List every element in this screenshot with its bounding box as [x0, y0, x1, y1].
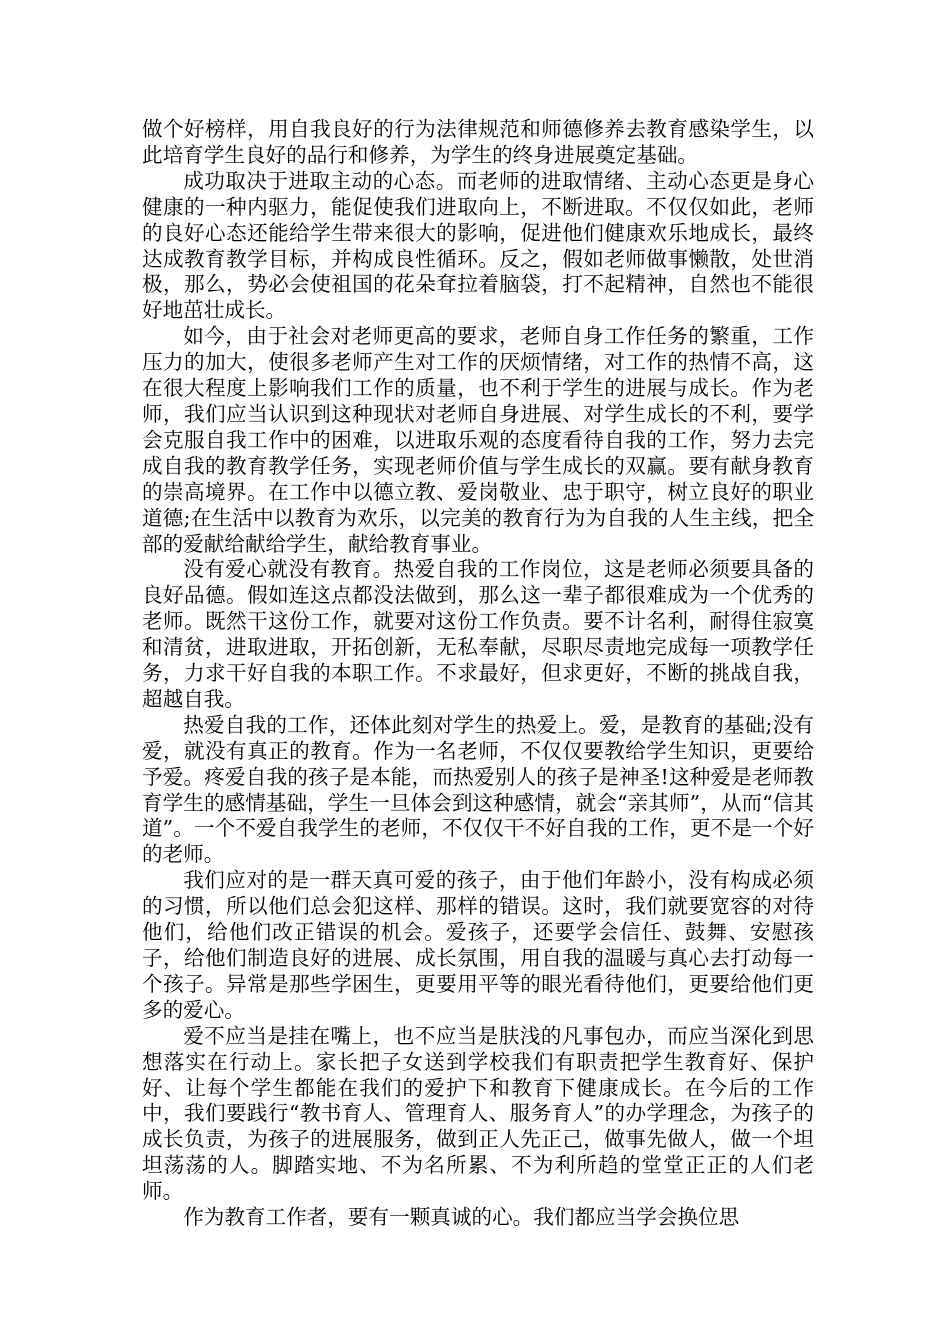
paragraph-4: 没有爱心就没有教育。热爱自我的工作岗位，这是老师必须要具备的良好品德。假如连这点都没法做到，那么这一辈子都很难成为一个优秀的老师。既然干这份工作，就要对这份工作负责。要不计名利，耐得住寂寞和清贫，进取进取，开拓创新，无私奉献，尽职尽责地完成每一项教学任务，力求干好自我的本职工作。不求最好，但求更好，不断的挑战自我，超越自我。 [142, 557, 814, 711]
paragraph-1: 做个好榜样，用自我良好的行为法律规范和师德修养去教育感染学生，以此培育学生良好的品行和修养，为学生的终身进展奠定基础。 [142, 117, 814, 167]
paragraph-8: 作为教育工作者，要有一颗真诚的心。我们都应当学会换位思 [183, 1205, 740, 1230]
paragraph-2: 成功取决于进取主动的心态。而老师的进取情绪、主动心态更是身心健康的一种内驱力，能促使我们进取向上，不断进取。不仅仅如此，老师的良好心态还能给学生带来很大的影响，促进他们健康欢乐地成长，最终达成教育教学目标，并构成良性循环。反之，假如老师做事懒散，处世消极，那么，势必会使祖国的花朵耷拉着脑袋，打不起精神，自然也不能很好地茁壮成长。 [142, 168, 814, 323]
paragraph-6: 我们应对的是一群天真可爱的孩子，由于他们年龄小，没有构成必须的习惯，所以他们总会犯这样、那样的错误。这时，我们就要宽容的对待他们，给他们改正错误的机会。爱孩子，还要学会信任、鼓舞、安慰孩子，给他们制造良好的进展、成长氛围，用自我的温暖与真心去打动每一个孩子。异常是那些学困生，更要用平等的眼光看待他们，更要给他们更多的爱心。 [142, 868, 814, 1022]
document-page [142, 117, 814, 1231]
paragraph-5: 热爱自我的工作，还体此刻对学生的热爱上。爱，是教育的基础;没有爱，就没有真正的教育。作为一名老师，不仅仅要教给学生知识，更要给予爱。疼爱自我的孩子是本能，而热爱别人的孩子是神圣!这种爱是老师教育学生的感情基础，学生一旦体会到这种感情，就会“亲其师”，从而“信其道”。一个不爱自我学生的老师，不仅仅干不好自我的工作，更不是一个好的老师。 [142, 712, 814, 867]
paragraph-7: 爱不应当是挂在嘴上，也不应当是肤浅的凡事包办，而应当深化到思想落实在行动上。家长把子女送到学校我们有职责把学生教育好、保护好、让每个学生都能在我们的爱护下和教育下健康成长。在今后的工作中，我们要践行“教书育人、管理育人、服务育人”的办学理念，为孩子的成长负责，为孩子的进展服务，做到正人先正己，做事先做人，做一个坦坦荡荡的人。脚踏实地、不为名所累、不为利所趋的堂堂正正的人们老师。 [142, 1023, 814, 1204]
paragraph-3: 如今，由于社会对老师更高的要求，老师自身工作任务的繁重，工作压力的加大，使很多老师产生对工作的厌烦情绪，对工作的热情不高，这在很大程度上影响我们工作的质量，也不利于学生的进展与成长。作为老师，我们应当认识到这种现状对老师自身进展、对学生成长的不利，要学会克服自我工作中的困难，以进取乐观的态度看待自我的工作，努力去完成自我的教育教学任务，实现老师价值与学生成长的双赢。要有献身教育的崇高境界。在工作中以德立教、爱岗敬业、忠于职守，树立良好的职业道德;在生活中以教育为欢乐，以完美的教育行为为自我的人生主线，把全部的爱献给献给学生，献给教育事业。 [142, 324, 814, 556]
